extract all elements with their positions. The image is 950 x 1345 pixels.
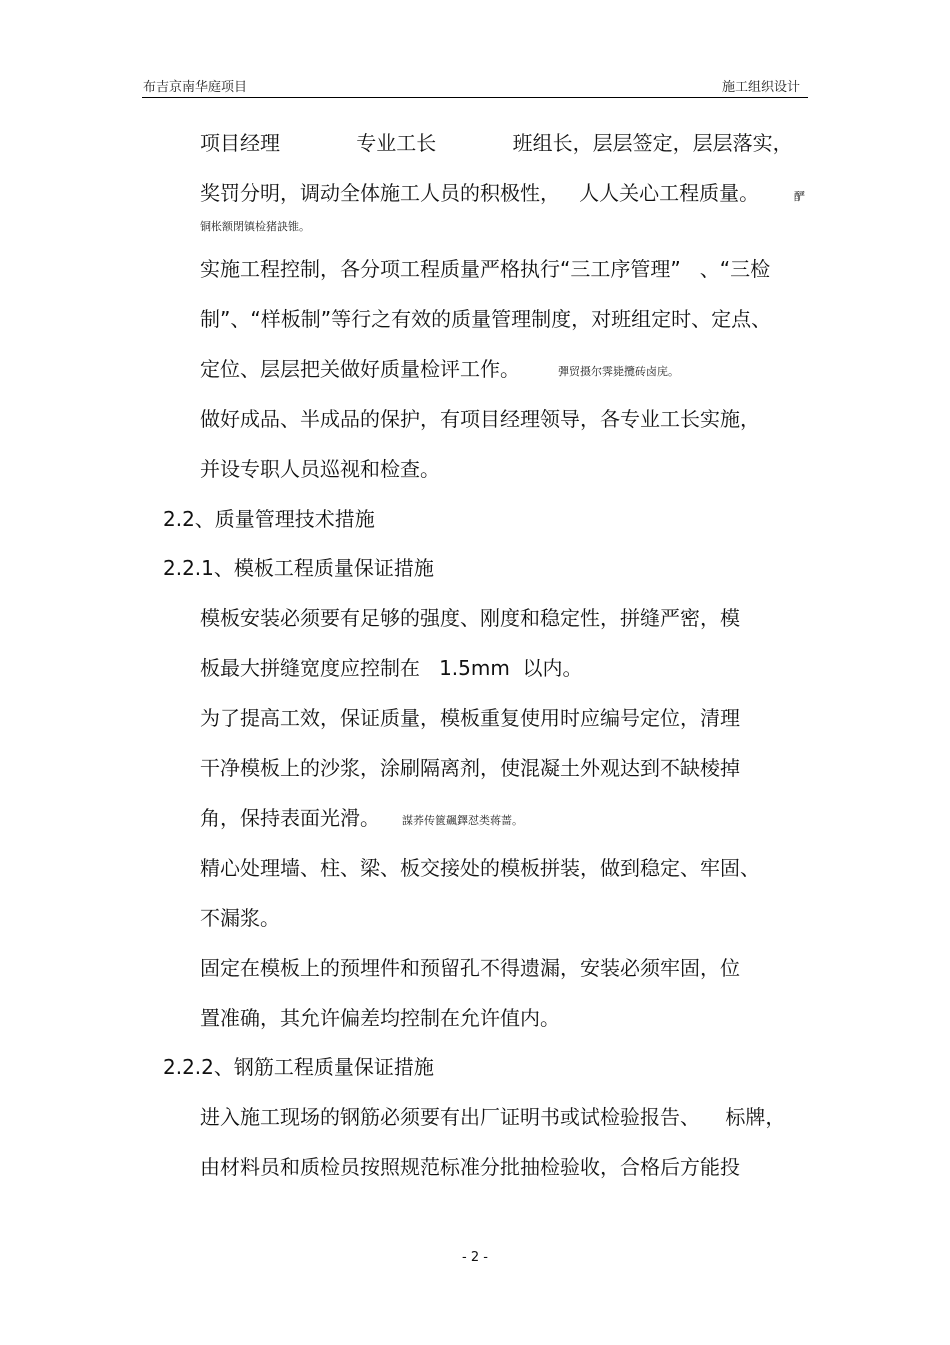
header-rule bbox=[142, 97, 808, 98]
body-line: 固定在模板上的预埋件和预留孔不得遗漏，安装必须牢固，位 bbox=[200, 956, 740, 980]
body-line: 制”、“样板制”等行之有效的质量管理制度，对班组定时、定点、 bbox=[200, 307, 772, 331]
noise-text: 铜枨额閉镇检猪訣锥。 bbox=[200, 220, 310, 233]
body-line: 并设专职人员巡视和检查。 bbox=[200, 457, 440, 481]
body-line: 模板安装必须要有足够的强度、刚度和稳定性，拼缝严密，模 bbox=[200, 606, 740, 630]
body-line: 进入施工现场的钢筋必须要有出厂证明书或试检验报告、 标牌， bbox=[200, 1105, 786, 1129]
section-heading: 2.2.1、模板工程质量保证措施 bbox=[163, 556, 434, 580]
noise-text: 謀荞传篋飆鐸怼类蒋蔷。 bbox=[402, 814, 523, 827]
body-line: 奖罚分明，调动全体施工人员的积极性， 人人关心工程质量。 bbox=[200, 181, 760, 205]
body-line: 为了提高工效，保证质量，模板重复使用时应编号定位，清理 bbox=[200, 706, 740, 730]
body-line: 干净模板上的沙浆，涂刷隔离剂，使混凝土外观达到不缺棱掉 bbox=[200, 756, 740, 780]
body-line: 项目经理 专业工长 班组长，层层签定，层层落实， bbox=[200, 131, 793, 155]
header-doc-title: 施工组织设计 bbox=[722, 80, 801, 95]
body-line: 定位、层层把关做好质量检评工作。 bbox=[200, 357, 520, 381]
body-line: 由材料员和质检员按照规范标准分批抽检验收，合格后方能投 bbox=[200, 1155, 740, 1179]
header-project-name: 布吉京南华庭项目 bbox=[143, 80, 248, 95]
body-line: 不漏浆。 bbox=[200, 906, 280, 930]
section-heading: 2.2.2、钢筋工程质量保证措施 bbox=[163, 1055, 434, 1079]
section-heading: 2.2、质量管理技术措施 bbox=[163, 507, 375, 531]
page-number: - 2 - bbox=[462, 1250, 488, 1265]
body-line: 角，保持表面光滑。 bbox=[200, 806, 380, 830]
noise-text: 彈贸摄尔霁毙攬砖卤庑。 bbox=[558, 365, 679, 378]
body-line: 实施工程控制，各分项工程质量严格执行“三工序管理” 、“三检 bbox=[200, 257, 771, 281]
body-line: 置准确，其允许偏差均控制在允许值内。 bbox=[200, 1006, 560, 1030]
body-line: 精心处理墙、柱、梁、板交接处的模板拼装，做到稳定、牢固、 bbox=[200, 856, 760, 880]
noise-text: 酽 bbox=[794, 190, 805, 203]
body-line: 板最大拼缝宽度应控制在 1.5mm 以内。 bbox=[200, 656, 583, 680]
body-line: 做好成品、半成品的保护，有项目经理领导，各专业工长实施， bbox=[200, 407, 760, 431]
